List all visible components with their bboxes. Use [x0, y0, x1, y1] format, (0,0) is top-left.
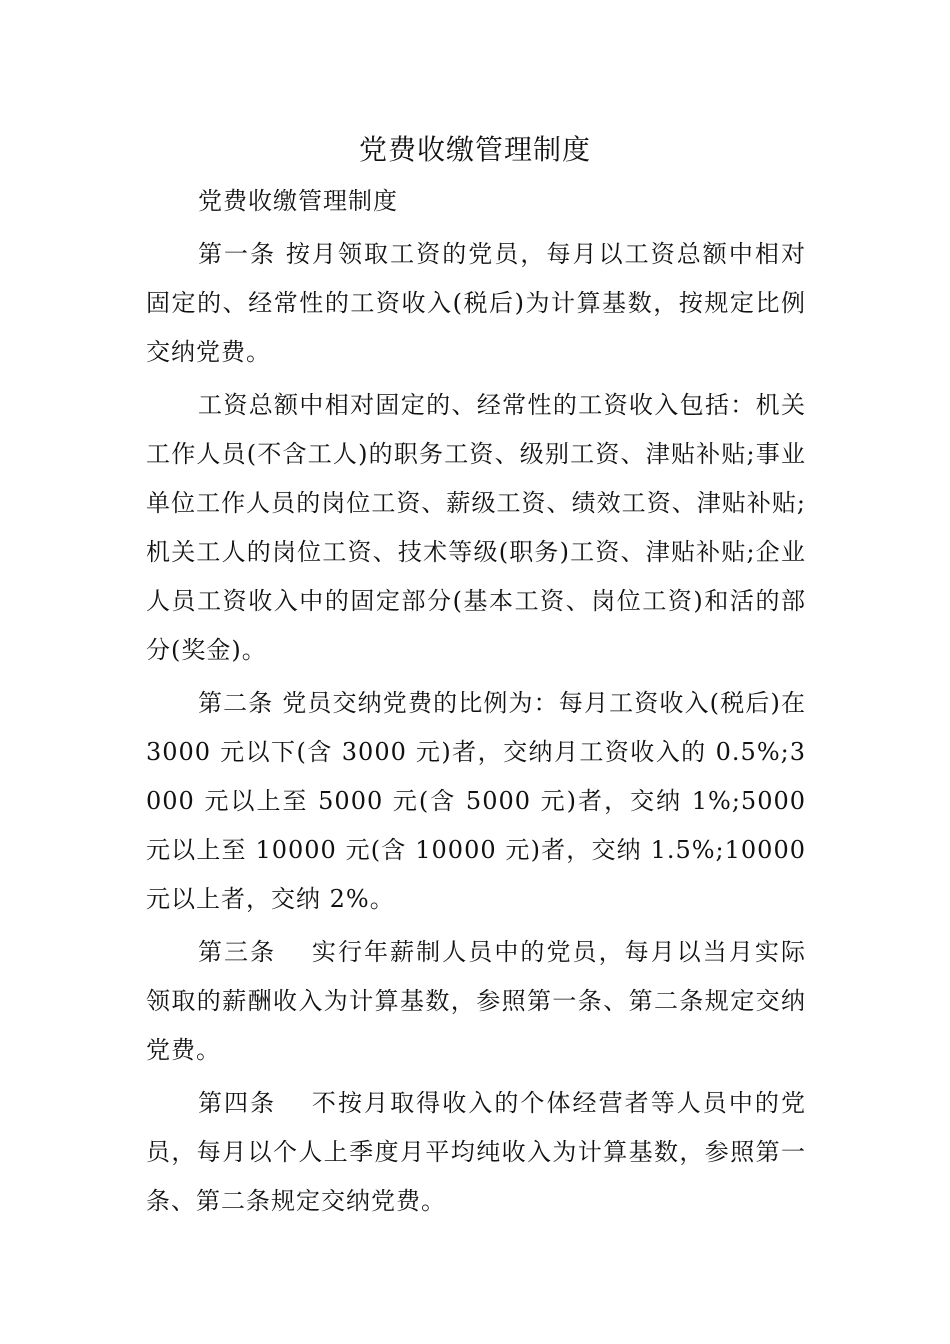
document-body — [146, 177, 806, 1230]
paragraph-article-3: 第三条 实行年薪制人员中的党员，每月以当月实际领取的薪酬收入为计算基数，参照第一条、第二条规定交纳党费。 — [146, 938, 806, 1064]
paragraph-salary-scope: 工资总额中相对固定的、经常性的工资收入包括：机关工作人员(不含工人)的职务工资、级别工资、津贴补贴;事业单位工作人员的岗位工资、薪级工资、绩效工资、津贴补贴;机关工人的岗位工资、技术等级(职务)工资、津贴补贴;企业人员工资收入中的固定部分(基本工资、岗位工资)和活的部分(奖金)。 — [146, 391, 806, 664]
paragraph-article-4: 第四条 不按月取得收入的个体经营者等人员中的党员，每月以个人上季度月平均纯收入为计算基数，参照第一条、第二条规定交纳党费。 — [146, 1089, 806, 1215]
paragraph-article-1: 第一条 按月领取工资的党员，每月以工资总额中相对固定的、经常性的工资收入(税后)为计算基数，按规定比例交纳党费。 — [146, 240, 806, 366]
paragraph-subtitle: 党费收缴管理制度 — [198, 187, 398, 215]
paragraph-article-2: 第二条 党员交纳党费的比例为：每月工资收入(税后)在 3000 元以下(含 3000 元)者，交纳月工资收入的 0.5%;3000 元以上至 5000 元(含 5000 元)者，交纳 1%;5000 元以上至 10000 元(含 10000 元)者，交纳 1.5%;10000 元以上者，交纳 2%。 — [146, 689, 806, 913]
document-title: 党费收缴管理制度 — [358, 133, 591, 166]
